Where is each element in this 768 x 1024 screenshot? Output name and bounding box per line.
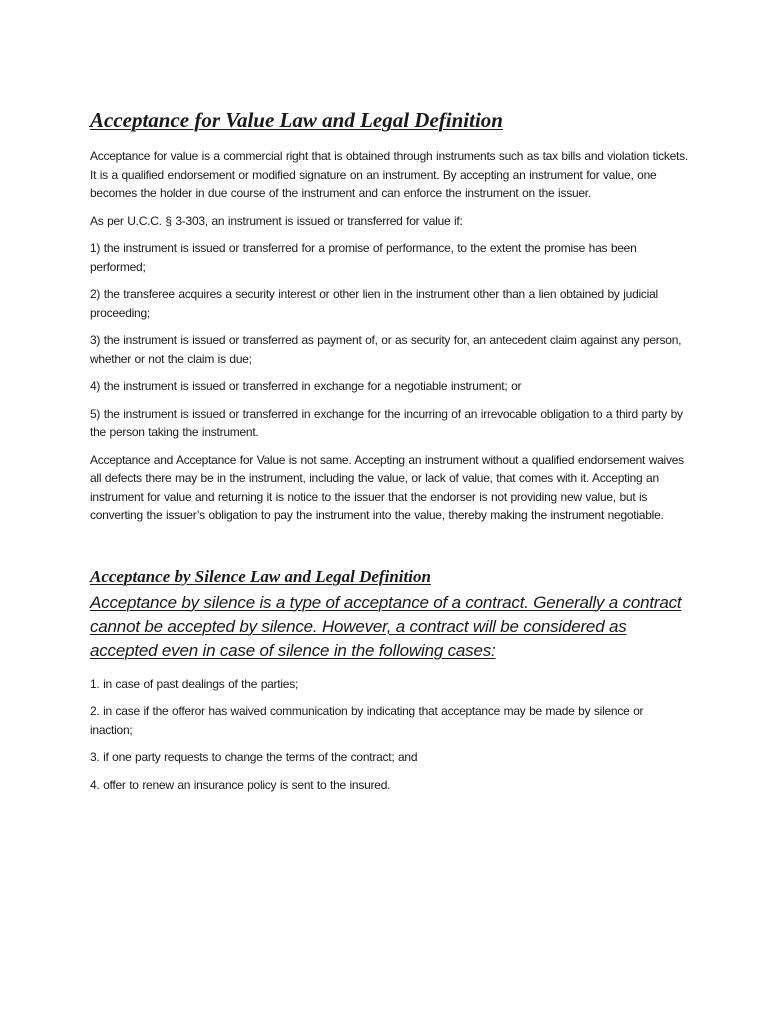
section-1-item-4: 4) the instrument is issued or transferred in exchange for a negotiable instrument; or (90, 379, 522, 393)
section-1-item-3: 3) the instrument is issued or transferred as payment of, or as security for, an antecedent claim against any person, whether or not the claim is due; (90, 333, 682, 366)
section-1-closing: Acceptance and Acceptance for Value is not same. Accepting an instrument without a qualified endorsement waives all defects there may be in the instrument, including the value, or lack of value, that comes with it. Accepting an instrument for value and returning it is notice to the issuer that the endorser is not providing new value, but is converting the issuer’s obligation to pay the instrument into the value, thereby making the instrument negotiable. (90, 452, 684, 522)
section-2-item-3: 3. if one party requests to change the terms of the contract; and (90, 750, 418, 764)
section-2-item-2: 2. in case if the offeror has waived communication by indicating that acceptance may be made by silence or inaction; (90, 704, 644, 737)
section-1-title: Acceptance for Value Law and Legal Definition (90, 108, 503, 132)
section-gap (90, 534, 688, 567)
section-2-title: Acceptance by Silence Law and Legal Definition (90, 566, 431, 586)
section-1-item-5: 5) the instrument is issued or transferred in exchange for the incurring of an irrevocable obligation to a third party by the person taking the instrument. (90, 406, 683, 439)
section-1-item-1: 1) the instrument is issued or transferred for a promise of performance, to the extent the promise has been performed; (90, 241, 637, 274)
section-1-item-2: 2) the transferee acquires a security interest or other lien in the instrument other than a lien obtained by judicial proceeding; (90, 287, 658, 320)
document-page (90, 108, 688, 803)
section-2-item-1: 1. in case of past dealings of the parties; (90, 676, 299, 691)
section-2-intro: Acceptance by silence is a type of acceptance of a contract. Generally a contract cannot be accepted by silence. However, a contract will be considered as accepted even in case of silence in the following cases: (90, 592, 682, 660)
section-2-item-4: 4. offer to renew an insurance policy is sent to the insured. (90, 777, 391, 792)
section-1-lead: As per U.C.C. § 3-303, an instrument is issued or transferred for value if: (90, 213, 463, 228)
section-1-intro: Acceptance for value is a commercial right that is obtained through instruments such as tax bills and violation tickets. It is a qualified endorsement or modified signature on an instrument. By accepting an instrument for value, one becomes the holder in due course of the instrument and can enforce the instrument on the issuer. (90, 149, 688, 200)
